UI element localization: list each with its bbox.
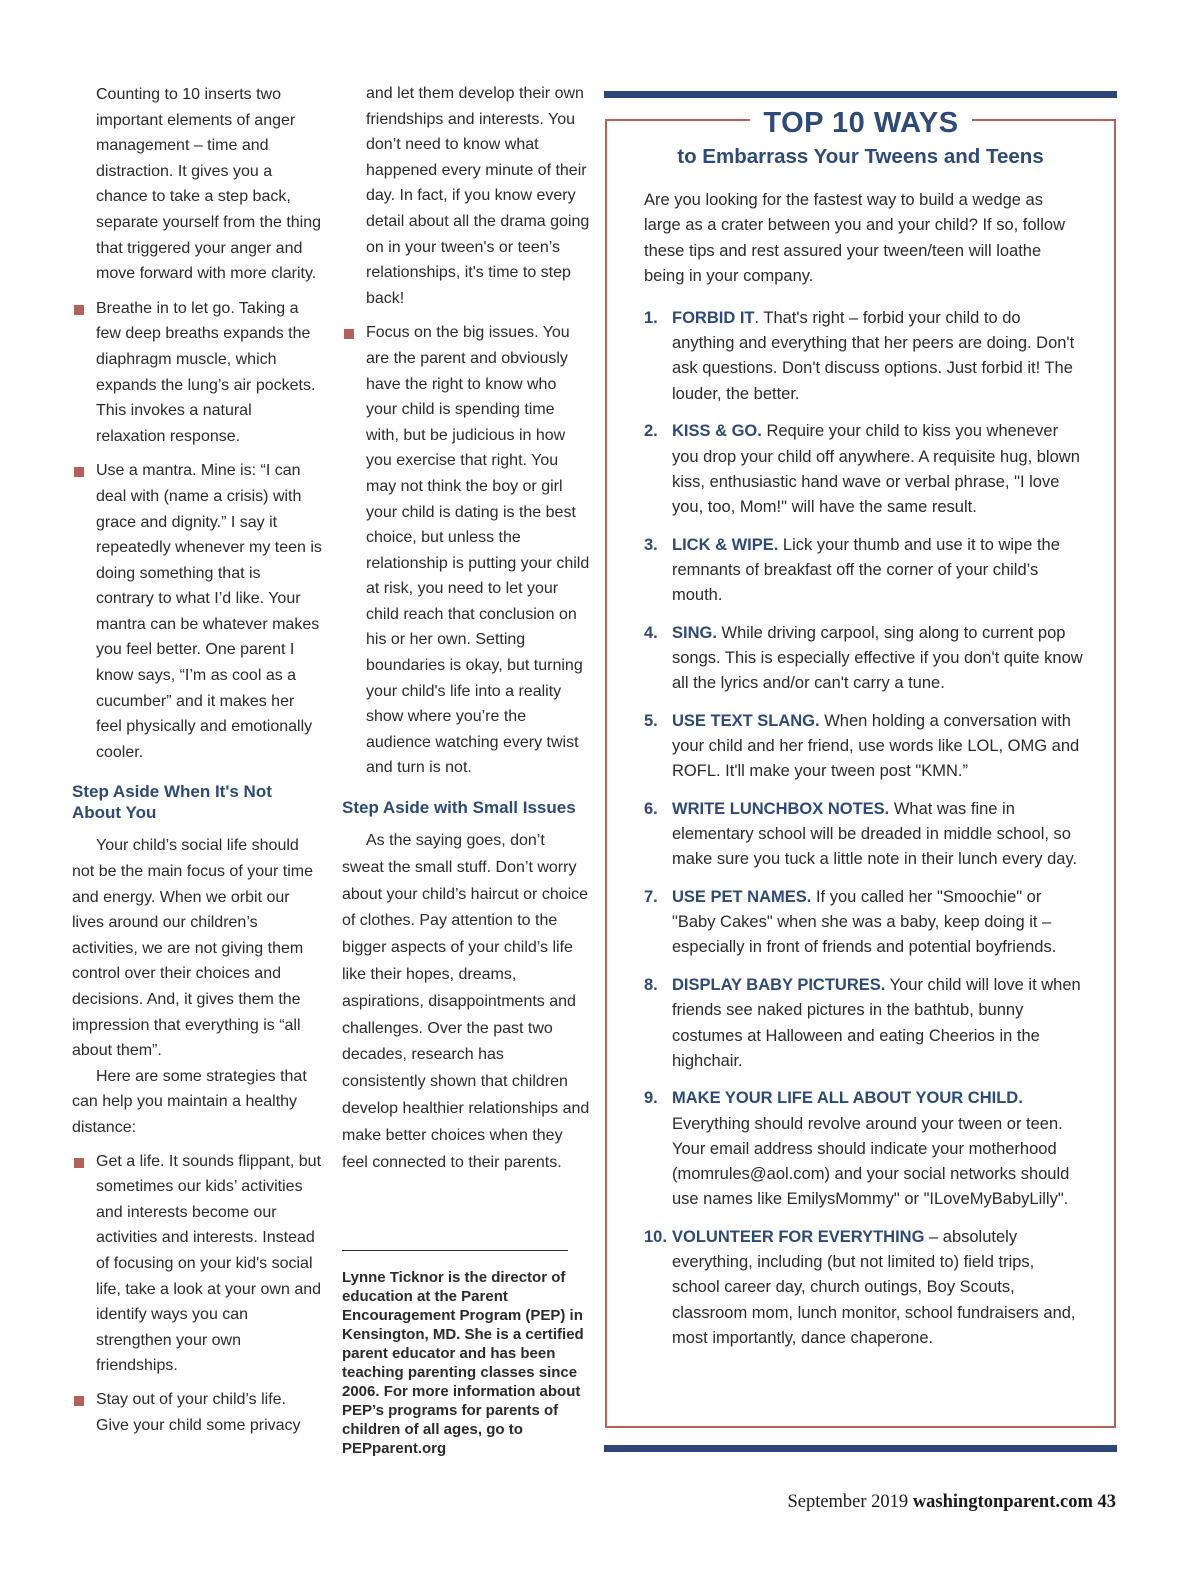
top-bar xyxy=(604,91,1117,98)
box-title: TOP 10 WAYS xyxy=(750,103,972,143)
list-item: 5. USE TEXT SLANG. When holding a conversation with your child and her friend, use words like LOL, OMG and ROFL. It'll make your tween post "KMN.” xyxy=(644,711,1080,781)
footer-date: September 2019 xyxy=(787,1492,909,1512)
section-heading: Step Aside with Small Issues xyxy=(342,798,576,818)
paragraph-strategies: Here are some strategies that can help you maintain a healthy distance: xyxy=(72,1067,307,1136)
bullet-focus: Focus on the big issues. You are the parent and obviously have the right to know who your child is spending time with, but be judicious in how you exercise that right. You may not think the boy or girl your child is dating is the best choice, but unless the relationship is putting your child at risk, you need to let your child reach that conclusion on his or her own. Setting boundaries is okay, but turning your child's life into a reality show where you’re the audience watching every twist and turn is not. xyxy=(342,320,590,781)
list-item: 9. MAKE YOUR LIFE ALL ABOUT YOUR CHILD. Everything should revolve around your tween or teen. Your email address should indicate your motherhood (momrules@aol.com) and your social networks should use names like EmilysMommy" or "ILoveMyBabyLilly". xyxy=(644,1089,1070,1209)
list-item: 7. USE PET NAMES. If you called her "Smoochie" or "Baby Cakes" when she was a baby, keep doing it – especially in front of friends and potential boyfriends. xyxy=(644,888,1057,957)
bullet-square-icon xyxy=(74,1158,84,1168)
paragraph-social-life: Your child’s social life should not be the main focus of your time and energy. When we orbit our lives around our children’s activities, we are not giving them control over their choices and decisions. And, it gives them the impression that everything is “all about them”. xyxy=(72,837,314,1060)
divider-line xyxy=(342,1250,568,1251)
intro-paragraph: Counting to 10 inserts two important elements of anger management – time and distraction. It gives you a chance to take a step back, separate yourself from the thing that triggered your anger and move forward with more clarity. xyxy=(96,86,322,283)
list-item: 10. VOLUNTEER FOR EVERYTHING – absolutely everything, including (but not limited to) field trips, school career day, church outings, Boy Scouts, classroom mom, lunch monitor, school fundraisers and, most importantly, dance chaperone. xyxy=(644,1228,1076,1347)
list-item: 6. WRITE LUNCHBOX NOTES. What was fine in elementary school will be dreaded in middle school, so make sure you tuck a little note in their lunch every day. xyxy=(644,799,1078,869)
list-item: 4. SING. While driving carpool, sing along to current pop songs. This is especially effective if you don't quite know all the lyrics and/or can't carry a tune. xyxy=(644,623,1083,693)
paragraph-small-issues: As the saying goes, don’t sweat the small stuff. Don’t worry about your child’s haircut or choice of clothes. Pay attention to the bigger aspects of your child’s life like their hopes, dreams, aspirations, disappointments and challenges. Over the past two decades, research has consistently shown that children develop healthier relationships and make better choices when they feel connected to their parents. xyxy=(342,832,590,1171)
bullet-square-icon xyxy=(74,305,84,315)
box-intro: Are you looking for the fastest way to build a wedge as large as a crater between you and your child? If so, follow these tips and rest assured your tween/teen will loathe being in your company. xyxy=(644,191,1065,286)
bullet-breathe: Breathe in to let go. Taking a few deep breaths expands the diaphragm muscle, which expands the lung’s air pockets. This invokes a natural relaxation response. xyxy=(72,296,322,450)
list-item: 3. LICK & WIPE. Lick your thumb and use it to wipe the remnants of breakfast off the corner of your child’s mouth. xyxy=(644,535,1060,605)
list-item: 2. KISS & GO. Require your child to kiss you whenever you drop your child off anywhere. A requisite hug, blown kiss, enthusiastic hand wave or verbal phrase, "I love you, too, Mom!" will have the same result. xyxy=(644,422,1080,516)
list-item: 8. DISPLAY BABY PICTURES. Your child will love it when friends see naked pictures in the bathtub, bunny costumes at Halloween and eating Cheerios in the highchair. xyxy=(644,976,1081,1070)
column-left xyxy=(72,82,322,1438)
bullet-square-icon xyxy=(74,467,84,477)
bullet-get-a-life: Get a life. It sounds flippant, but sometimes our kids’ activities and interests become our activities and interests. Instead of focusing on your kid's social life, take a look at your own and identify ways you can strengthen your own friendships. xyxy=(72,1149,322,1379)
list-item: 1. FORBID IT. That's right – forbid your child to do anything and everything that her peers are doing. Don't ask questions. Don't discuss options. Just forbid it! The louder, the better. xyxy=(644,309,1075,403)
section-heading: Step Aside When It's Not About You xyxy=(72,782,272,823)
bullet-square-icon xyxy=(74,1396,84,1406)
bullet-square-icon xyxy=(344,329,354,339)
continued-paragraph: and let them develop their own friendships and interests. You don’t need to know what happened every minute of their day. In fact, if you know every detail about all the drama going on in your tween's or teen’s relationships, it's time to step back! xyxy=(366,85,590,307)
page-footer xyxy=(787,1492,1116,1513)
footer-site: washingtonparent.com xyxy=(912,1492,1093,1512)
column-middle xyxy=(342,81,590,1176)
bottom-bar xyxy=(604,1445,1117,1452)
bullet-mantra: Use a mantra. Mine is: “I can deal with (name a crisis) with grace and dignity.” I say it repeatedly whenever my teen is doing something that is contrary to what I’d like. Your mantra can be whatever makes you feel better. One parent I know says, “I’m as cool as a cucumber” and it makes her feel physically and emotionally cooler. xyxy=(72,458,322,765)
box-subtitle: to Embarrass Your Tweens and Teens xyxy=(677,145,1044,168)
tips-list xyxy=(644,306,1084,1351)
author-bio: Lynne Ticknor is the director of education at the Parent Encouragement Program (PEP) in Kensington, MD. She is a certified parent educator and has been teaching parenting classes since 2006. For more information about PEP’s programs for parents of children of all ages, go to PEPparent.org xyxy=(342,1269,584,1457)
page-number: 43 xyxy=(1097,1492,1116,1512)
bullet-stay-out: Stay out of your child’s life. Give your child some privacy xyxy=(72,1387,322,1438)
